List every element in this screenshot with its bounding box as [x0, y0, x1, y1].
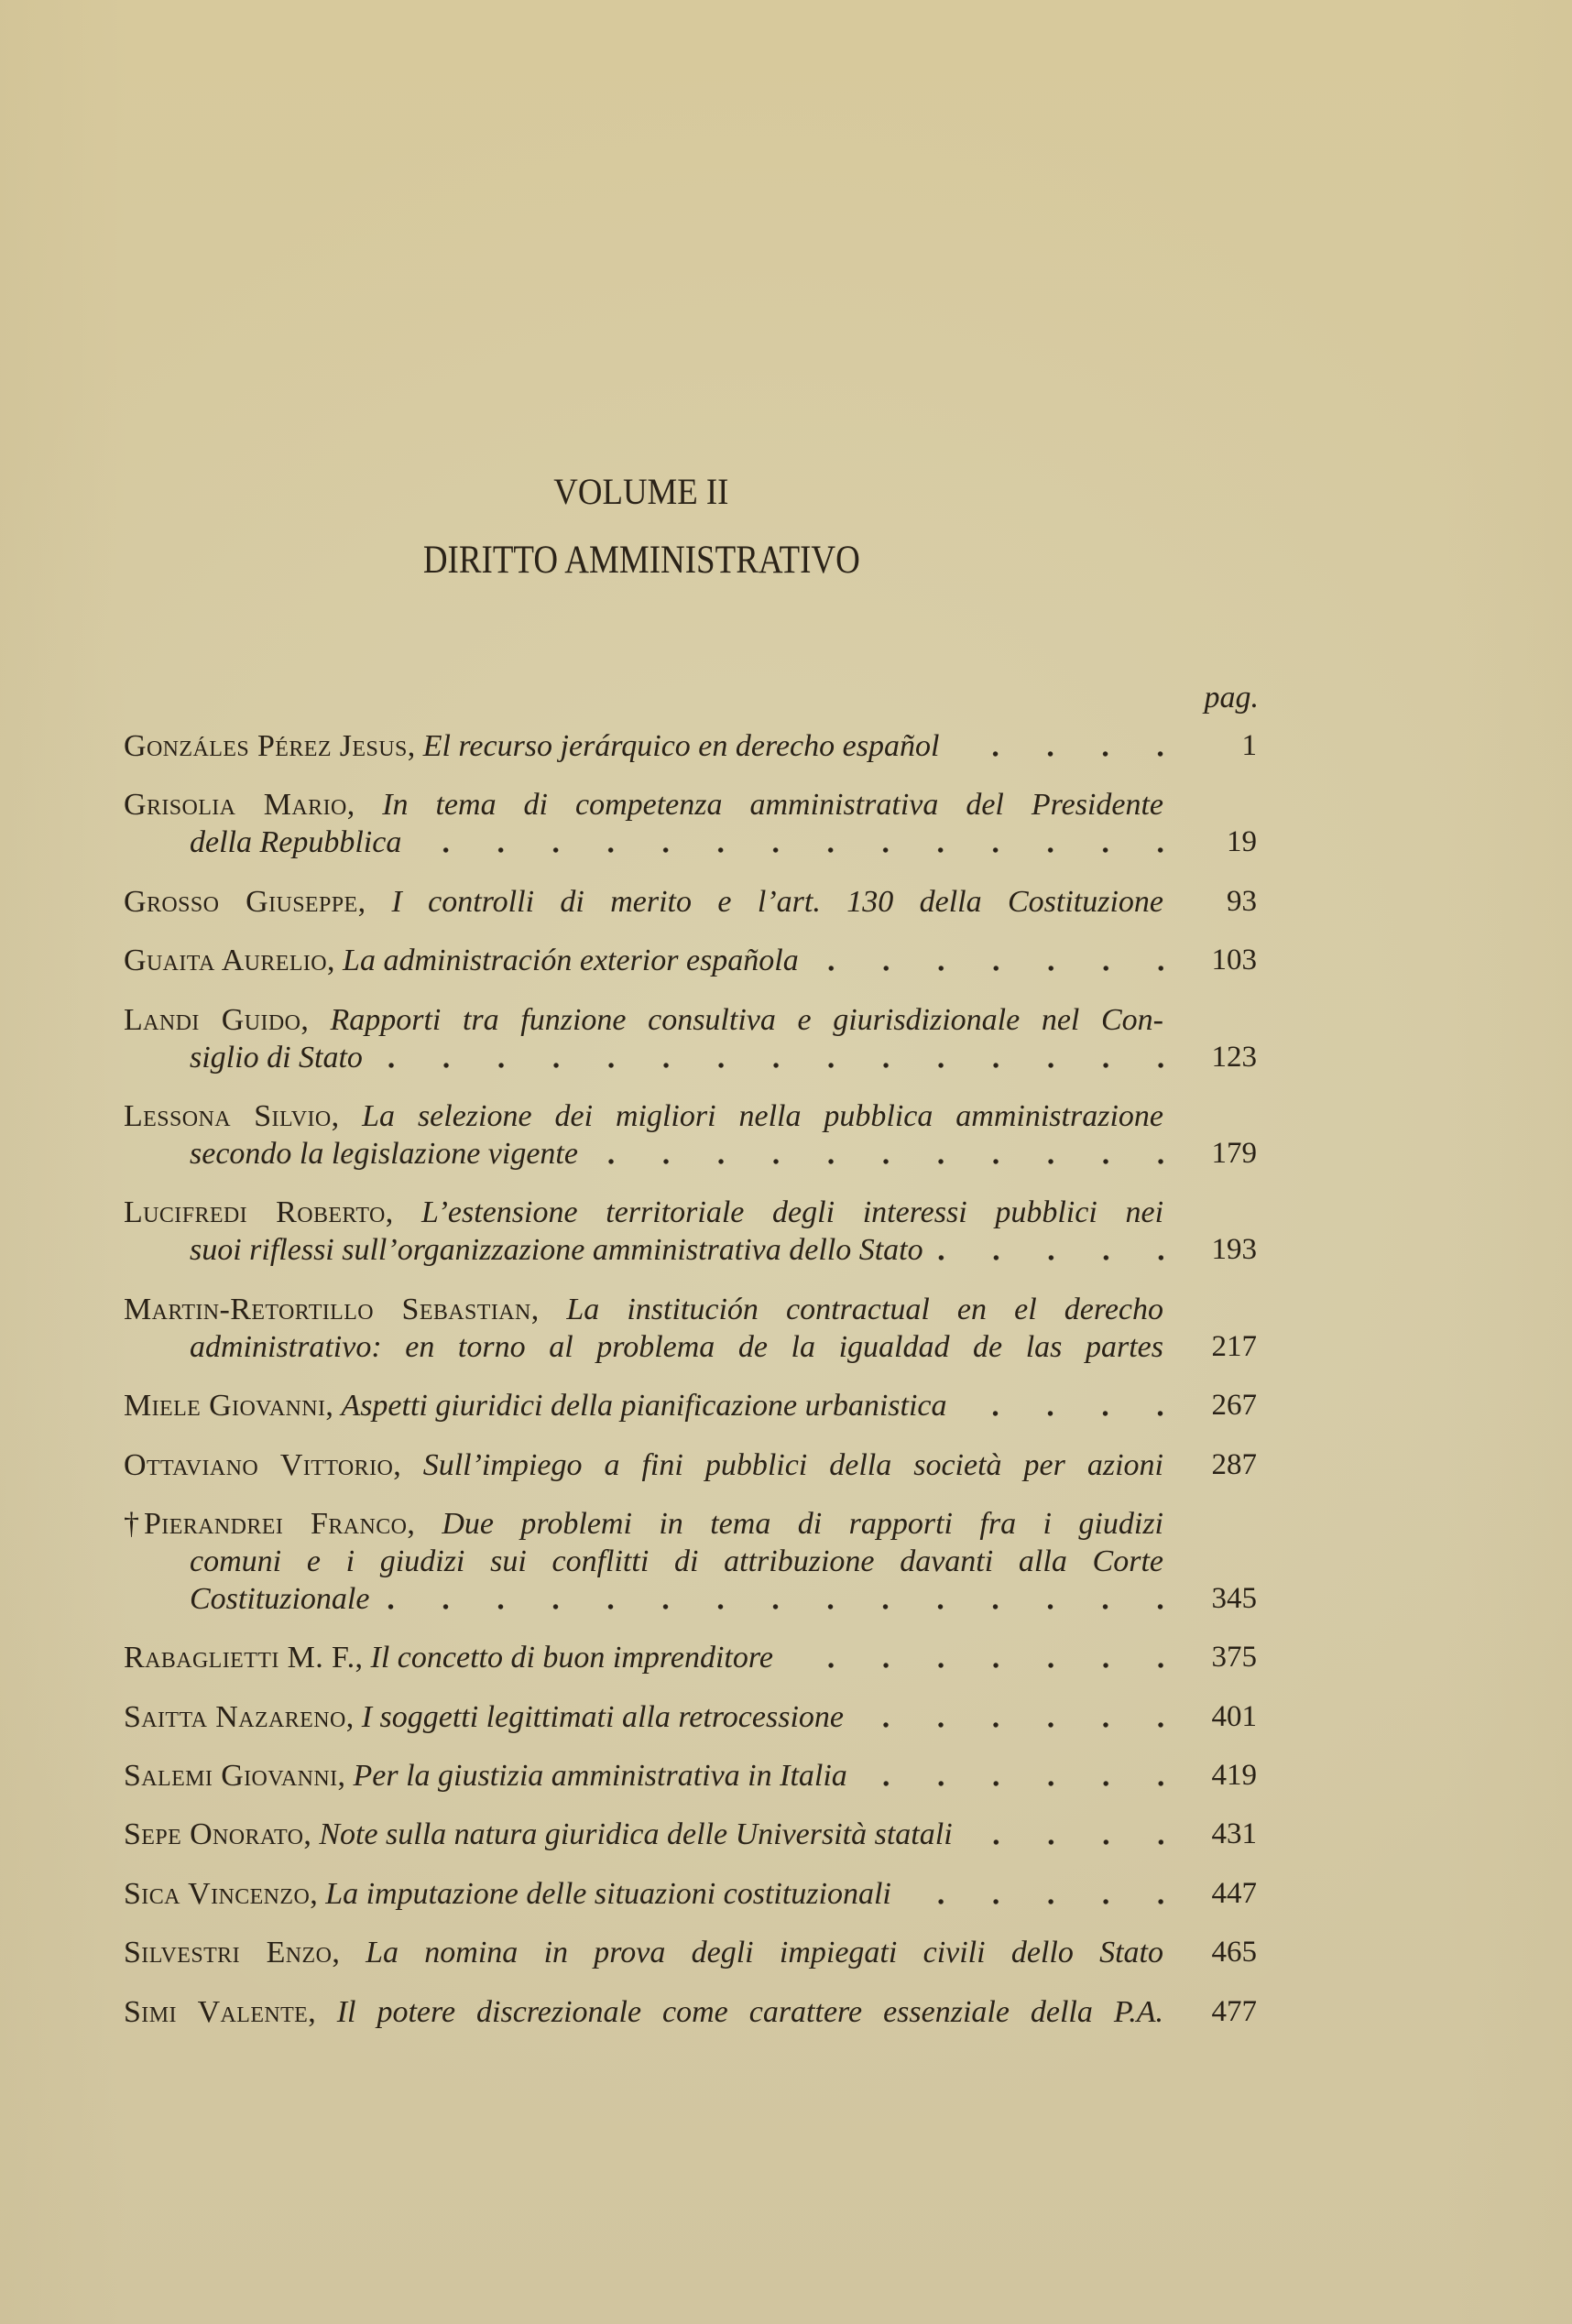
toc-entry-text [124, 883, 1163, 921]
entry-text-inner [124, 1759, 847, 1793]
entry-title-line: La selezione dei migliori nella pubblica amministrazione [362, 1098, 1163, 1133]
volume-heading-text: VOLUME II [553, 471, 729, 512]
entry-text-inner [190, 1233, 923, 1267]
entry-author-separator: , [385, 1195, 394, 1230]
entry-text-run [124, 1639, 773, 1676]
toc-entry-continuation-line [124, 1135, 1257, 1173]
entry-text-justified [124, 1097, 1163, 1135]
entry-author-separator: , [337, 1759, 345, 1794]
entry-text-justified [124, 1993, 1163, 2031]
entry-author-separator: , [331, 1098, 340, 1133]
entry-page-number: 179 [1211, 1136, 1257, 1170]
entry-text-inner [190, 1137, 578, 1171]
entry-title-line: Il potere discrezionale come carattere essenziale della P.A. [336, 1994, 1163, 2029]
toc-entry [124, 1387, 1257, 1424]
entry-author-separator: , [346, 788, 355, 823]
toc-entry-text [124, 1934, 1163, 1971]
toc-entry [124, 942, 1257, 979]
toc-entry-first-line [124, 1875, 1257, 1913]
entry-author: Sepe Onorato [124, 1817, 304, 1852]
toc-entry [124, 1757, 1257, 1795]
entry-text-justified [124, 786, 1163, 824]
section-heading [0, 540, 1283, 580]
toc-entry [124, 1816, 1257, 1853]
entry-text-justified [124, 1446, 1163, 1484]
entry-title-line: Costituzionale [190, 1581, 370, 1616]
entry-author: Sica Vincenzo [124, 1876, 311, 1911]
toc-entry-first-line [124, 1505, 1257, 1543]
entry-author: Lucifredi Roberto [124, 1195, 386, 1230]
toc-entry-text [124, 727, 1163, 765]
toc-entry-continuation-line [124, 1543, 1257, 1580]
entry-title-line: La nomina in prova degli impiegati civili dello Stato [366, 1936, 1163, 1970]
entry-text-inner [190, 825, 401, 859]
toc-entry-first-line [124, 1993, 1257, 2031]
leader-dots [902, 1875, 1163, 1913]
entry-page-number: 345 [1211, 1581, 1257, 1615]
entry-text-inner [190, 1041, 363, 1075]
entry-text-inner [124, 944, 799, 977]
toc-entry [124, 1001, 1257, 1076]
entry-text-inner [124, 1099, 1163, 1133]
toc-entry-text [124, 1875, 1163, 1913]
entry-text-run [124, 942, 799, 979]
entry-page-number: 93 [1227, 884, 1257, 918]
toc-entry-first-line [124, 1757, 1257, 1795]
leader-dots [858, 1757, 1163, 1795]
entry-author-separator: , [308, 1994, 316, 2029]
entry-text-inner [124, 1507, 1163, 1541]
toc-entry-text [124, 1097, 1163, 1135]
toc-entry-text [124, 1194, 1163, 1231]
toc-entry-continuation-line [124, 1580, 1257, 1618]
entry-page-number: 419 [1211, 1759, 1257, 1793]
entry-author-separator: , [393, 1447, 401, 1482]
entry-text-inner [124, 1877, 891, 1911]
entry-text-inner [124, 788, 1163, 822]
entry-author: Grosso Giuseppe [124, 884, 358, 919]
entry-text-justified [190, 1328, 1163, 1366]
entry-text-run [124, 1875, 891, 1913]
toc-entry-text [124, 1446, 1163, 1484]
entry-text-run [124, 1816, 953, 1853]
entry-author: Silvestri Enzo [124, 1936, 333, 1970]
page-number-slot [1163, 1097, 1257, 1135]
toc-entry [124, 1446, 1257, 1484]
entry-text-run [190, 1580, 369, 1618]
entry-title-line: Rapporti tra funzione consultiva e giurisdizionale nel Con- [330, 1002, 1163, 1037]
toc-entry-first-line [124, 727, 1257, 765]
entry-title-line: La imputazione delle situazioni costituzionali [325, 1876, 891, 1911]
page-number-slot [1163, 1505, 1257, 1543]
entry-title-line: suoi riflessi sull’organizzazione amministrativa dello Stato [190, 1233, 923, 1268]
leader-dots [380, 1580, 1163, 1618]
toc-entry [124, 1639, 1257, 1676]
entry-text-inner [124, 1641, 773, 1675]
toc-entry-text [190, 1580, 1163, 1618]
toc-entry [124, 1875, 1257, 1913]
page-number-slot [1163, 786, 1257, 824]
leader-dots [934, 1231, 1163, 1269]
leader-dots [784, 1639, 1163, 1676]
entry-text-justified [124, 883, 1163, 921]
entry-text-inner [124, 1817, 953, 1851]
toc-entry-text [124, 786, 1163, 824]
leader-dots [412, 824, 1163, 861]
entry-title-line: Per la giustizia amministrativa in Italia [353, 1759, 847, 1794]
section-heading-text: DIRITTO AMMINISTRATIVO [422, 539, 860, 582]
entry-author-separator: , [355, 1641, 364, 1675]
entry-author-separator: , [303, 1817, 311, 1852]
entry-title-line: La institución contractual en el derecho [566, 1292, 1164, 1326]
entry-author: Ottaviano Vittorio [124, 1447, 394, 1482]
entry-author: Saitta Nazareno [124, 1699, 346, 1734]
entry-title-line: secondo la legislazione vigente [190, 1136, 578, 1171]
entry-author-separator: , [300, 1002, 309, 1037]
toc-entry [124, 1097, 1257, 1173]
toc-entry-first-line [124, 786, 1257, 824]
toc-entry-text [190, 1039, 1163, 1076]
toc-entry [124, 883, 1257, 921]
toc-entry-text [190, 1135, 1163, 1173]
toc-entry-text [190, 824, 1163, 861]
entry-text-inner [124, 1995, 1163, 2029]
volume-heading [0, 471, 1283, 512]
entry-author: Landi Guido [124, 1002, 301, 1037]
entry-title-line: Aspetti giuridici della pianificazione urbanistica [341, 1389, 947, 1424]
page-number-slot [1163, 1543, 1257, 1580]
entry-author: Salemi Giovanni [124, 1759, 338, 1794]
entry-text-justified [124, 1194, 1163, 1231]
entry-title-line: In tema di competenza amministrativa del Presidente [382, 788, 1163, 823]
entry-text-run [124, 1698, 844, 1736]
leader-dots [374, 1039, 1163, 1076]
entry-author-separator: , [357, 884, 366, 919]
toc-entry [124, 1934, 1257, 1971]
toc-entry-first-line [124, 942, 1257, 979]
leader-dots [957, 1387, 1163, 1424]
toc-entry-text [124, 1698, 1163, 1736]
toc-entry-continuation-line [124, 1039, 1257, 1076]
toc-entry-continuation-line [124, 1231, 1257, 1269]
entry-title-line: administrativo: en torno al problema de la igualdad de las partes [190, 1329, 1163, 1364]
entry-author-separator: , [407, 1506, 415, 1541]
entry-text-inner [124, 1389, 946, 1423]
toc-entry-first-line [124, 1291, 1257, 1328]
entry-author-separator: , [345, 1699, 355, 1734]
entry-page-number: 123 [1211, 1040, 1257, 1074]
leader-dots [589, 1135, 1163, 1173]
toc-entry-continuation-line [124, 824, 1257, 861]
entry-page-number: 193 [1211, 1233, 1257, 1267]
leader-dots [950, 727, 1163, 765]
page-number-slot [1163, 1291, 1257, 1328]
entry-page-number: 431 [1211, 1817, 1257, 1851]
entry-page-number: 217 [1211, 1329, 1257, 1363]
entry-author: Lessona Silvio [124, 1098, 332, 1133]
leader-dots [964, 1816, 1163, 1853]
toc-entry-text [190, 1231, 1163, 1269]
toc-entry-text [124, 1757, 1163, 1795]
toc-entry-text [124, 1993, 1163, 2031]
entry-author-separator: , [332, 1936, 340, 1970]
entry-title-line: della Repubblica [190, 825, 402, 860]
entry-author: Simi Valente [124, 1994, 309, 2029]
entry-page-number: 447 [1211, 1876, 1257, 1910]
entry-page-number: 477 [1211, 1994, 1257, 2028]
page-number-slot [1163, 1001, 1257, 1039]
entry-page-number: 465 [1211, 1936, 1257, 1969]
toc-entry [124, 786, 1257, 861]
leader-dots [855, 1698, 1163, 1736]
entry-author-separator: , [325, 1389, 333, 1424]
entry-text-inner [190, 1330, 1163, 1364]
toc-entry-text [190, 1543, 1163, 1580]
toc-entry-first-line [124, 1097, 1257, 1135]
entry-text-inner [190, 1582, 369, 1616]
entry-text-run [190, 1135, 578, 1173]
toc-entry-first-line [124, 1194, 1257, 1231]
entry-page-number: 287 [1211, 1447, 1257, 1481]
entry-text-run [190, 1039, 363, 1076]
entry-text-justified [190, 1543, 1163, 1580]
toc-entry-first-line [124, 1001, 1257, 1039]
page-column-label: pag. [1204, 681, 1259, 715]
entry-text-justified [124, 1001, 1163, 1039]
page-number-slot [1163, 1194, 1257, 1231]
entry-text-run [190, 1231, 923, 1269]
entry-page-number: 267 [1211, 1389, 1257, 1423]
entry-title-line: I soggetti legittimati alla retrocessione [361, 1699, 844, 1734]
entry-page-number: 103 [1211, 944, 1257, 977]
entry-text-justified [124, 1291, 1163, 1328]
entry-title-line: Sull’impiego a fini pubblici della società per azioni [422, 1447, 1163, 1482]
toc-entry-continuation-line [124, 1328, 1257, 1366]
entry-text-inner [124, 1293, 1163, 1326]
toc-entry-first-line [124, 1387, 1257, 1424]
entry-text-inner [124, 1700, 844, 1734]
entry-title-line: siglio di Stato [190, 1040, 363, 1075]
toc-entry-text [124, 1001, 1163, 1039]
entry-author: Guaita Aurelio [124, 944, 328, 978]
entry-title-line: L’estensione territoriale degli interessi pubblici nei [420, 1195, 1164, 1230]
entry-author-separator: , [327, 944, 335, 978]
entry-author: Gonzáles Pérez Jesus [124, 729, 408, 763]
toc-entry [124, 1505, 1257, 1618]
entry-text-run [124, 1757, 847, 1795]
deceased-dagger-icon: † [124, 1506, 139, 1541]
toc-entry-text [190, 1328, 1163, 1366]
entry-title-line: I controlli di merito e l’art. 130 della Costituzione [391, 884, 1163, 919]
entry-author-separator: , [530, 1292, 540, 1326]
entry-text-inner [124, 885, 1163, 919]
entry-author: Martin-Retortillo Sebastian [124, 1292, 531, 1326]
entry-author: Grisolia Mario [124, 788, 347, 823]
toc-entry-first-line [124, 1698, 1257, 1736]
entry-text-inner [124, 1448, 1163, 1482]
table-of-contents [124, 727, 1257, 2052]
entry-author: Rabaglietti M. F. [124, 1641, 355, 1675]
toc-entry-first-line [124, 1639, 1257, 1676]
entry-page-number: 1 [1241, 729, 1257, 762]
entry-page-number: 401 [1211, 1699, 1257, 1733]
toc-entry-text [124, 1291, 1163, 1328]
entry-text-inner [124, 729, 939, 763]
entry-author: Miele Giovanni [124, 1389, 326, 1424]
entry-title-line: Note sulla natura giuridica delle Università statali [319, 1817, 953, 1852]
entry-title-line: La administración exterior española [343, 944, 799, 978]
leader-dots [810, 942, 1163, 979]
toc-entry-first-line [124, 1446, 1257, 1484]
toc-entry-first-line [124, 1934, 1257, 1971]
entry-title-line: Due problemi in tema di rapporti fra i giudizi [442, 1506, 1164, 1541]
toc-entry-first-line [124, 883, 1257, 921]
entry-author: Pierandrei Franco [144, 1506, 408, 1541]
entry-text-justified [124, 1934, 1163, 1971]
toc-entry-text [124, 942, 1163, 979]
entry-author-separator: , [310, 1876, 318, 1911]
entry-page-number: 375 [1211, 1641, 1257, 1675]
toc-entry-first-line [124, 1816, 1257, 1853]
entry-text-inner [124, 1003, 1163, 1037]
toc-entry [124, 1194, 1257, 1269]
entry-title-line: Il concetto di buon imprenditore [370, 1641, 773, 1675]
entry-text-justified [124, 1505, 1163, 1543]
entry-author-separator: , [407, 729, 416, 763]
toc-entry [124, 1698, 1257, 1736]
entry-text-run [124, 727, 939, 765]
toc-entry-text [124, 1505, 1163, 1543]
entry-title-line: El recurso jerárquico en derecho español [422, 729, 940, 763]
entry-text-inner [124, 1195, 1163, 1229]
entry-page-number: 19 [1227, 825, 1257, 859]
toc-entry [124, 727, 1257, 765]
toc-entry-text [124, 1816, 1163, 1853]
entry-text-inner [124, 1936, 1163, 1969]
entry-text-inner [190, 1544, 1163, 1578]
toc-entry [124, 1993, 1257, 2031]
toc-entry-text [124, 1639, 1163, 1676]
entry-text-run [124, 1387, 946, 1424]
entry-text-run [190, 824, 401, 861]
toc-entry-text [124, 1387, 1163, 1424]
toc-entry [124, 1291, 1257, 1366]
entry-title-line: comuni e i giudizi sui conflitti di attribuzione davanti alla Corte [190, 1544, 1163, 1578]
